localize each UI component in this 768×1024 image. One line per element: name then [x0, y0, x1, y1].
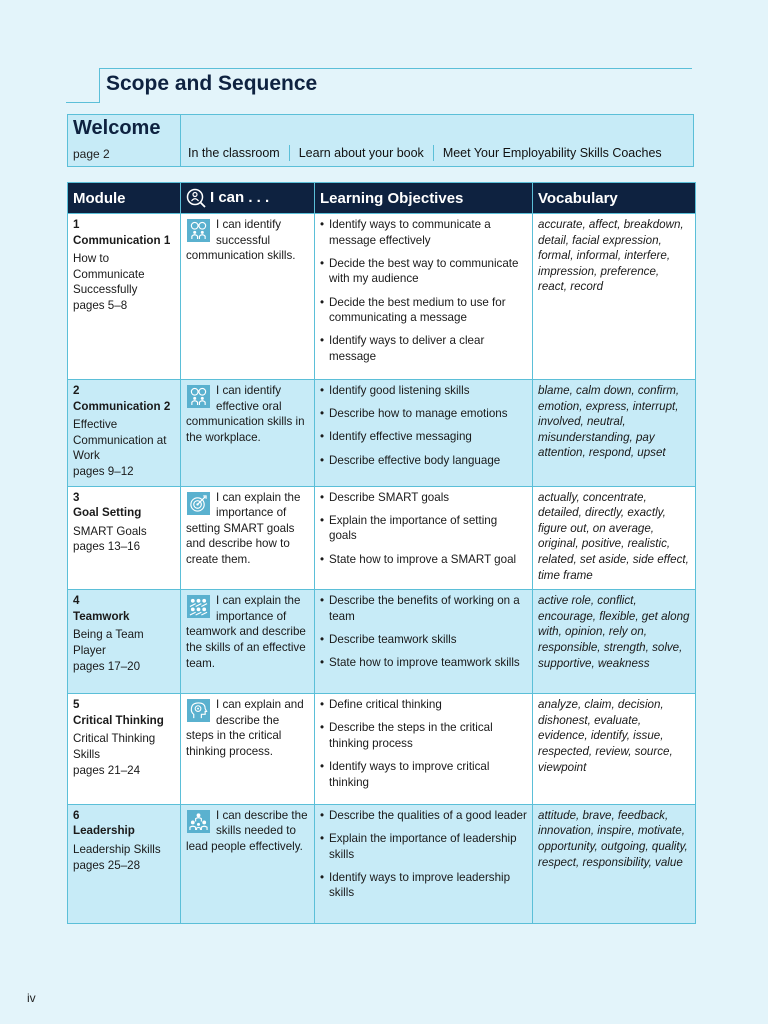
ican-text: I can describe the skills needed to lead people effectively. — [186, 808, 308, 854]
objective-item: • Identify ways to improve leadership skills — [320, 870, 527, 901]
table-row — [68, 486, 696, 590]
module-number: 6 — [73, 808, 80, 822]
table-row — [68, 214, 696, 380]
page-title: Scope and Sequence — [106, 72, 318, 95]
table-row — [68, 804, 696, 923]
objective-item: • Describe teamwork skills — [320, 632, 527, 648]
objective-item: • Describe effective body language — [320, 453, 527, 469]
objective-item: • Explain the importance of leadership skills — [320, 831, 527, 862]
welcome-link-classroom: In the classroom — [188, 146, 280, 160]
module-name: Communication 1 — [73, 233, 171, 247]
title-block — [66, 68, 692, 104]
title-bottom-rule — [66, 102, 100, 103]
module-name: Leadership — [73, 824, 135, 838]
module-subtitle: SMART Goals — [73, 524, 147, 538]
ican-text: I can explain and describe the steps in the critical thinking process. — [186, 698, 304, 758]
ican-cell — [181, 380, 315, 487]
module-pages: pages 17–20 — [73, 659, 141, 673]
table-row — [68, 380, 696, 487]
header-ican — [181, 183, 315, 214]
module-number: 3 — [73, 490, 80, 504]
vocabulary-cell: actually, concentrate, detailed, directly, exactly, figure out, on average, original, positive, realistic, related, set aside, side effect, time frame — [533, 486, 696, 590]
header-ican-label: I can . . . — [210, 188, 270, 206]
leader-icon — [187, 810, 210, 833]
module-cell — [68, 486, 181, 590]
module-cell — [68, 214, 181, 380]
objective-item: • Explain the importance of setting goals — [320, 513, 527, 544]
objectives-cell — [315, 590, 533, 694]
module-cell — [68, 694, 181, 805]
module-pages: pages 5–8 — [73, 298, 128, 312]
vocabulary-cell: active role, conflict, encourage, flexible, get along with, opinion, rely on, responsible, strength, solve, supportive, weakness — [533, 590, 696, 694]
vocabulary-cell: analyze, claim, decision, dishonest, evaluate, evidence, identify, issue, respected, review, source, viewpoint — [533, 694, 696, 805]
objective-item: • Identify ways to communicate a message effectively — [320, 217, 527, 248]
objectives-cell — [315, 694, 533, 805]
header-module — [68, 183, 181, 214]
table-row — [68, 590, 696, 694]
team-icon — [187, 595, 210, 618]
module-pages: pages 21–24 — [73, 763, 141, 777]
page-number: iv — [27, 991, 36, 1005]
module-pages: pages 9–12 — [73, 464, 134, 478]
module-subtitle: Critical Thinking Skills — [73, 732, 156, 761]
objectives-list — [320, 383, 527, 468]
header-vocabulary — [533, 183, 696, 214]
thinking-head-icon — [187, 699, 210, 722]
ican-text: I can explain the importance of teamwork and describe the skills of an effective team. — [186, 594, 306, 670]
objective-item: • Decide the best medium to use for communicating a message — [320, 295, 527, 326]
module-cell — [68, 380, 181, 487]
objective-item: • Define critical thinking — [320, 697, 527, 713]
objective-item: • Describe the benefits of working on a team — [320, 593, 527, 624]
module-subtitle: How to Communicate Successfully — [73, 252, 145, 297]
objectives-cell — [315, 380, 533, 487]
vocabulary-cell: blame, calm down, confirm, emotion, express, interrupt, involved, neutral, misunderstanding, pay attention, respond, upset — [533, 380, 696, 487]
welcome-link-book: Learn about your book — [298, 146, 424, 160]
objectives-list — [320, 490, 527, 568]
ican-text: I can identify successful communication skills. — [186, 218, 296, 263]
ican-text: I can identify effective oral communication skills in the workplace. — [186, 384, 305, 444]
magnifier-person-icon — [186, 188, 206, 208]
people-speech-icon — [187, 219, 210, 242]
objective-item: • State how to improve teamwork skills — [320, 655, 527, 671]
header-objectives — [315, 183, 533, 214]
divider — [289, 145, 290, 161]
module-pages: pages 13–16 — [73, 540, 141, 554]
title-top-rule — [99, 68, 692, 69]
module-cell — [68, 590, 181, 694]
objective-item: • State how to improve a SMART goal — [320, 552, 527, 568]
ican-cell — [181, 804, 315, 923]
vocabulary-cell: accurate, affect, breakdown, detail, facial expression, formal, informal, interfere, impression, preference, react, record — [533, 214, 696, 380]
module-name: Teamwork — [73, 609, 130, 623]
module-name: Critical Thinking — [73, 713, 164, 727]
objectives-list — [320, 593, 527, 671]
ican-cell — [181, 214, 315, 380]
objective-item: • Identify effective messaging — [320, 429, 527, 445]
module-pages: pages 25–28 — [73, 858, 141, 872]
module-number: 1 — [73, 218, 80, 231]
table-header-row — [68, 183, 696, 214]
vocabulary-cell: attitude, brave, feedback, innovation, inspire, motivate, opportunity, outgoing, quality, respect, responsibility, value — [533, 804, 696, 923]
module-number: 2 — [73, 384, 80, 397]
header-module-label: Module — [73, 189, 126, 207]
welcome-page: page 2 — [73, 147, 110, 161]
people-speech-icon — [187, 385, 210, 408]
welcome-links — [188, 145, 662, 161]
scope-table — [67, 182, 696, 924]
objective-item: • Describe the qualities of a good leader — [320, 808, 527, 824]
objective-item: • Describe SMART goals — [320, 490, 527, 506]
welcome-title: Welcome — [73, 117, 161, 139]
ican-text: I can explain the importance of setting SMART goals and describe how to create them. — [186, 490, 301, 566]
module-subtitle: Leadership Skills — [73, 843, 161, 857]
objective-item: • Describe how to manage emotions — [320, 406, 527, 422]
welcome-label-cell — [68, 115, 181, 166]
objective-item: • Identify ways to improve critical thinking — [320, 759, 527, 790]
objective-item: • Decide the best way to communicate with my audience — [320, 256, 527, 287]
objective-item: • Describe the steps in the critical thinking process — [320, 720, 527, 751]
ican-cell — [181, 590, 315, 694]
ican-cell — [181, 486, 315, 590]
title-vertical-rule — [99, 68, 100, 103]
objectives-cell — [315, 214, 533, 380]
module-subtitle: Being a Team Player — [73, 628, 144, 657]
module-subtitle: Effective Communication at Work — [73, 418, 167, 463]
objectives-list — [320, 217, 527, 365]
objective-item: • Identify ways to deliver a clear message — [320, 333, 527, 364]
module-cell — [68, 804, 181, 923]
module-name: Goal Setting — [73, 506, 142, 520]
module-number: 5 — [73, 698, 80, 712]
target-icon — [187, 492, 210, 515]
ican-cell — [181, 694, 315, 805]
header-objectives-label: Learning Objectives — [320, 189, 464, 207]
welcome-box — [67, 114, 694, 167]
objectives-list — [320, 697, 527, 790]
objectives-list — [320, 808, 527, 901]
welcome-link-coaches: Meet Your Employability Skills Coaches — [442, 146, 662, 160]
objectives-cell — [315, 486, 533, 590]
table-row — [68, 694, 696, 805]
module-number: 4 — [73, 594, 80, 608]
objective-item: • Identify good listening skills — [320, 383, 527, 399]
objectives-cell — [315, 804, 533, 923]
divider — [433, 145, 434, 161]
header-vocabulary-label: Vocabulary — [538, 189, 618, 207]
module-name: Communication 2 — [73, 399, 171, 413]
